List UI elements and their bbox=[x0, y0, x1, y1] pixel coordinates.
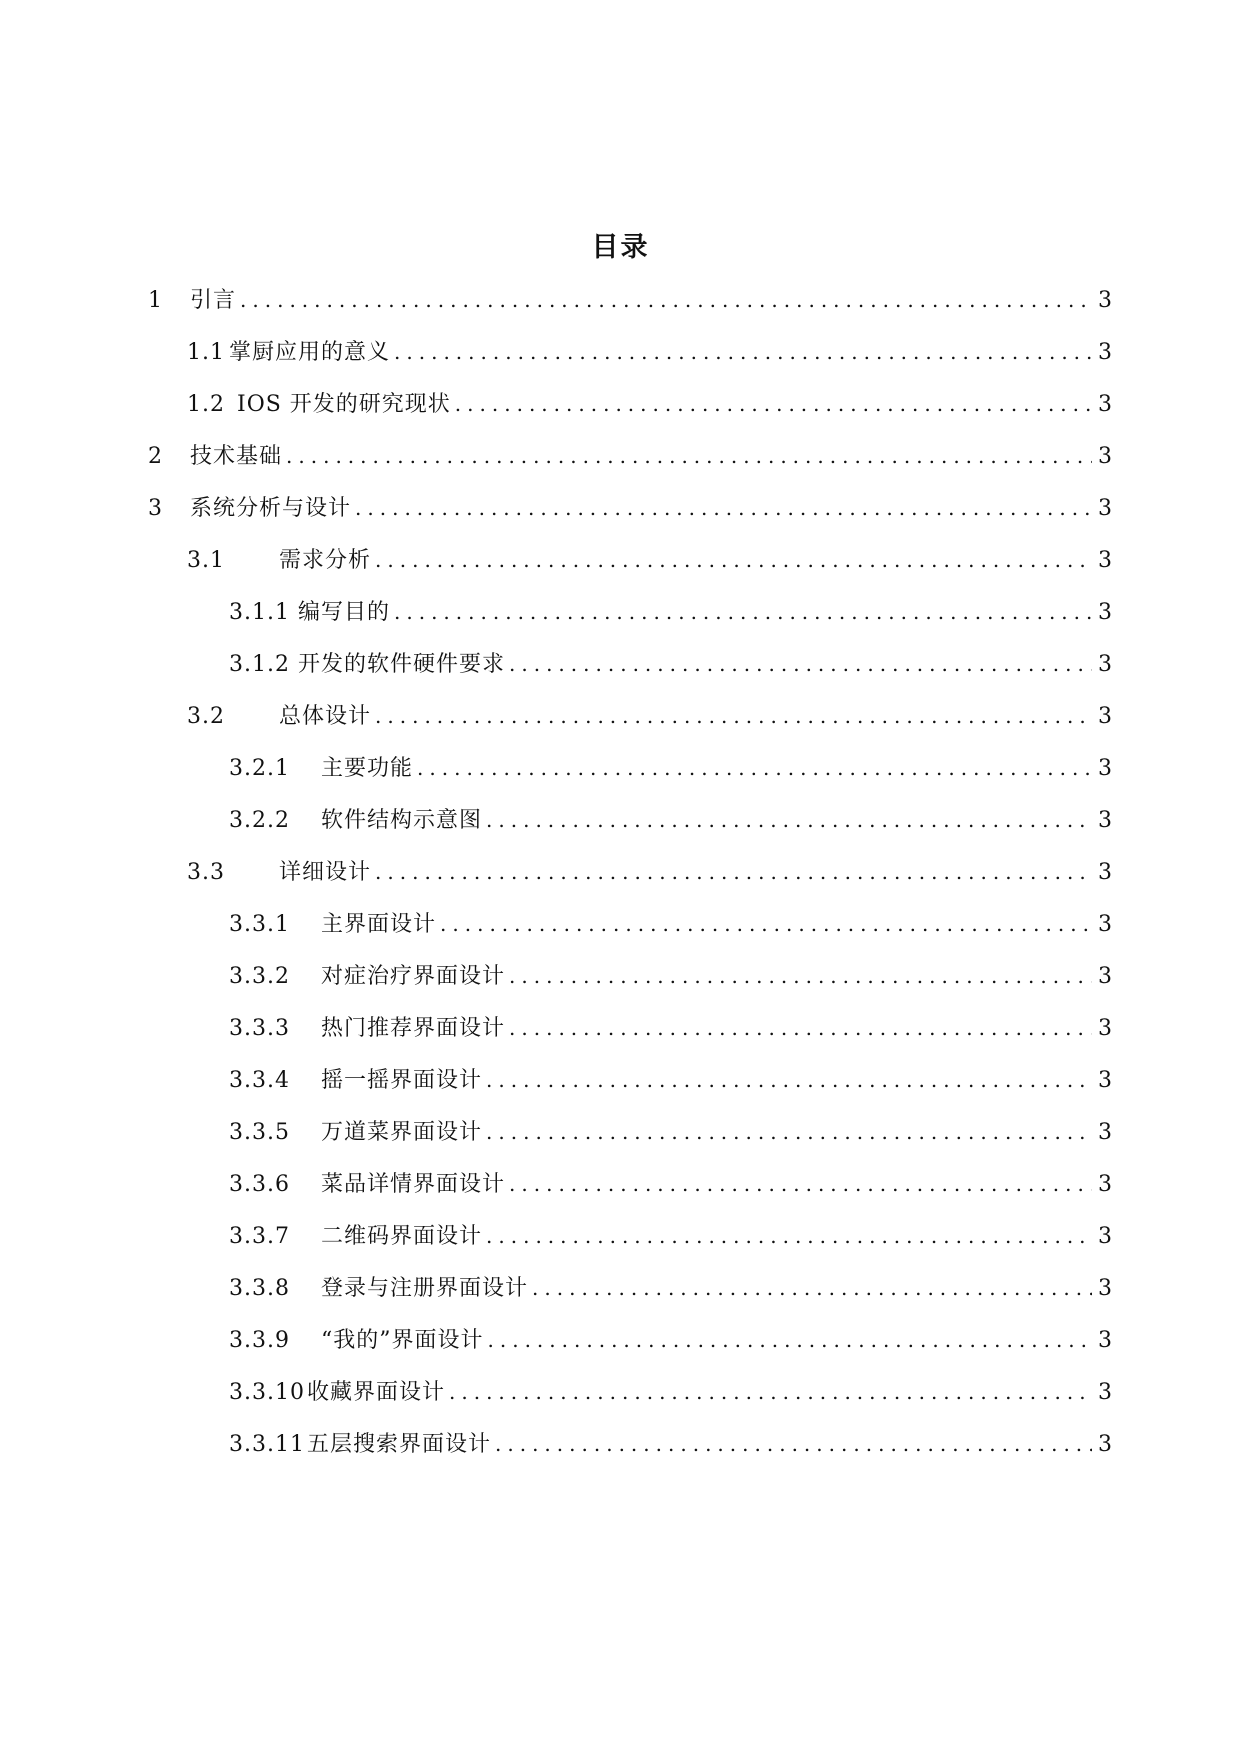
toc-entry bbox=[187, 852, 1112, 892]
toc-dot-leader bbox=[355, 488, 1092, 528]
toc-entry bbox=[229, 1164, 1112, 1204]
toc-page-number: 3 bbox=[1098, 1016, 1112, 1041]
toc-entry bbox=[229, 644, 1112, 684]
toc-entry-title: 编写目的 bbox=[297, 600, 390, 625]
toc-page-number: 3 bbox=[1098, 704, 1112, 729]
toc-entry-number: 3.3.9 bbox=[229, 1328, 290, 1353]
toc-entry-title: 五层搜索界面设计 bbox=[306, 1432, 491, 1457]
toc-entry-title: 二维码界面设计 bbox=[321, 1224, 483, 1249]
toc-dot-leader bbox=[509, 956, 1092, 996]
toc-entry-title: 登录与注册界面设计 bbox=[321, 1276, 529, 1301]
toc-dot-leader bbox=[488, 1320, 1093, 1360]
toc-entry bbox=[187, 384, 1112, 424]
toc-entry-number: 3.1.1 bbox=[229, 600, 290, 625]
toc-entry bbox=[229, 748, 1112, 788]
toc-entry-title: 摇一摇界面设计 bbox=[321, 1068, 483, 1093]
toc-entry bbox=[229, 592, 1112, 632]
toc-entry-number: 3.3.1 bbox=[229, 912, 290, 937]
toc-entry bbox=[229, 904, 1112, 944]
toc-page-number: 3 bbox=[1098, 548, 1112, 573]
toc-page-number: 3 bbox=[1098, 340, 1112, 365]
toc-entry bbox=[229, 1424, 1112, 1464]
toc-entry-number: 3.2.2 bbox=[229, 808, 290, 833]
toc-entry-title: IOS 开发的研究现状 bbox=[237, 392, 451, 417]
toc-entry-number: 1.2 bbox=[187, 392, 225, 417]
toc-entry-title: 系统分析与设计 bbox=[190, 496, 352, 521]
toc-entry bbox=[187, 696, 1112, 736]
toc-entry bbox=[148, 488, 1112, 528]
toc-entry-number: 3.3.10 bbox=[229, 1380, 305, 1405]
toc-entry-number: 1 bbox=[148, 288, 163, 313]
toc-entry-number: 3.3.11 bbox=[229, 1432, 305, 1457]
toc-dot-leader bbox=[455, 384, 1092, 424]
toc-entry-title: 主要功能 bbox=[321, 756, 414, 781]
toc-dot-leader bbox=[486, 800, 1092, 840]
toc-entry-title: 详细设计 bbox=[279, 860, 372, 885]
toc-page-number: 3 bbox=[1098, 600, 1112, 625]
toc-entry-number: 3.3.4 bbox=[229, 1068, 290, 1093]
toc-entry-number: 3.2.1 bbox=[229, 756, 290, 781]
toc-entry-title: 万道菜界面设计 bbox=[321, 1120, 483, 1145]
toc-dot-leader bbox=[486, 1112, 1092, 1152]
toc-entry bbox=[187, 540, 1112, 580]
toc-entry-title: 菜品详情界面设计 bbox=[321, 1172, 506, 1197]
toc-entry-title: 软件结构示意图 bbox=[321, 808, 483, 833]
toc-entry-title: 掌厨应用的意义 bbox=[229, 340, 391, 365]
toc-entry-number: 1.1 bbox=[187, 340, 225, 365]
toc-dot-leader bbox=[440, 904, 1092, 944]
toc-dot-leader bbox=[394, 592, 1092, 632]
toc-entry-number: 2 bbox=[148, 444, 163, 469]
toc-entry-title: 开发的软件硬件要求 bbox=[297, 652, 505, 677]
toc-entry-title: 需求分析 bbox=[279, 548, 372, 573]
toc-entry bbox=[229, 800, 1112, 840]
toc-entry-title: 对症治疗界面设计 bbox=[321, 964, 506, 989]
toc-page-number: 3 bbox=[1098, 912, 1112, 937]
toc-entry-number: 3.3.8 bbox=[229, 1276, 290, 1301]
toc-dot-leader bbox=[509, 1008, 1092, 1048]
toc-page-number: 3 bbox=[1098, 288, 1112, 313]
toc-entry-number: 3.1.2 bbox=[229, 652, 290, 677]
toc-entry bbox=[229, 1372, 1112, 1412]
toc-page-number: 3 bbox=[1098, 1172, 1112, 1197]
toc-dot-leader bbox=[449, 1372, 1092, 1412]
toc-dot-leader bbox=[509, 1164, 1092, 1204]
toc-entry-number: 3.3 bbox=[187, 860, 225, 885]
toc-entry-title: 热门推荐界面设计 bbox=[321, 1016, 506, 1041]
toc-entry-title: 主界面设计 bbox=[321, 912, 437, 937]
toc-page-number: 3 bbox=[1098, 1380, 1112, 1405]
toc-dot-leader bbox=[486, 1216, 1092, 1256]
toc-entry-number: 3.1 bbox=[187, 548, 225, 573]
toc-entry-title: 收藏界面设计 bbox=[306, 1380, 445, 1405]
toc-entry-number: 3 bbox=[148, 496, 163, 521]
toc-page-number: 3 bbox=[1098, 1432, 1112, 1457]
toc-dot-leader bbox=[486, 1060, 1092, 1100]
toc-dot-leader bbox=[375, 696, 1092, 736]
toc-entry bbox=[148, 436, 1112, 476]
toc-dot-leader bbox=[495, 1424, 1092, 1464]
toc-entry-number: 3.3.2 bbox=[229, 964, 290, 989]
toc-entry-title: 引言 bbox=[190, 288, 237, 313]
toc-page-number: 3 bbox=[1098, 392, 1112, 417]
toc-page-number: 3 bbox=[1098, 808, 1112, 833]
toc-page-number: 3 bbox=[1098, 1120, 1112, 1145]
toc-entry bbox=[229, 1008, 1112, 1048]
toc-dot-leader bbox=[394, 332, 1092, 372]
toc-entry-title: 总体设计 bbox=[279, 704, 372, 729]
toc-dot-leader bbox=[240, 280, 1092, 320]
toc-title: 目录 bbox=[591, 232, 650, 263]
toc-entry bbox=[229, 956, 1112, 996]
toc-entry-number: 3.3.6 bbox=[229, 1172, 290, 1197]
toc-entry bbox=[229, 1060, 1112, 1100]
toc-page-number: 3 bbox=[1098, 1328, 1112, 1353]
toc-entry bbox=[187, 332, 1112, 372]
toc-entry-title: “我的”界面设计 bbox=[321, 1328, 484, 1353]
toc-dot-leader bbox=[375, 540, 1092, 580]
toc-page-number: 3 bbox=[1098, 652, 1112, 677]
toc-dot-leader bbox=[417, 748, 1092, 788]
toc-page-number: 3 bbox=[1098, 1224, 1112, 1249]
toc-entry bbox=[229, 1216, 1112, 1256]
toc-entry-number: 3.2 bbox=[187, 704, 225, 729]
toc-entry bbox=[229, 1268, 1112, 1308]
toc-page-number: 3 bbox=[1098, 444, 1112, 469]
toc-dot-leader bbox=[509, 644, 1092, 684]
toc-dot-leader bbox=[286, 436, 1092, 476]
toc-entry-number: 3.3.7 bbox=[229, 1224, 290, 1249]
toc-entry bbox=[229, 1112, 1112, 1152]
toc-entry bbox=[148, 280, 1112, 320]
toc-entry-number: 3.3.3 bbox=[229, 1016, 290, 1041]
toc-page-number: 3 bbox=[1098, 496, 1112, 521]
toc-page-number: 3 bbox=[1098, 1276, 1112, 1301]
toc-entry-number: 3.3.5 bbox=[229, 1120, 290, 1145]
toc-page-number: 3 bbox=[1098, 964, 1112, 989]
toc-dot-leader bbox=[532, 1268, 1092, 1308]
toc-page-number: 3 bbox=[1098, 860, 1112, 885]
toc-dot-leader bbox=[375, 852, 1092, 892]
toc-entry bbox=[229, 1320, 1112, 1360]
toc-page-number: 3 bbox=[1098, 756, 1112, 781]
toc-entry-title: 技术基础 bbox=[190, 444, 283, 469]
toc-page-number: 3 bbox=[1098, 1068, 1112, 1093]
